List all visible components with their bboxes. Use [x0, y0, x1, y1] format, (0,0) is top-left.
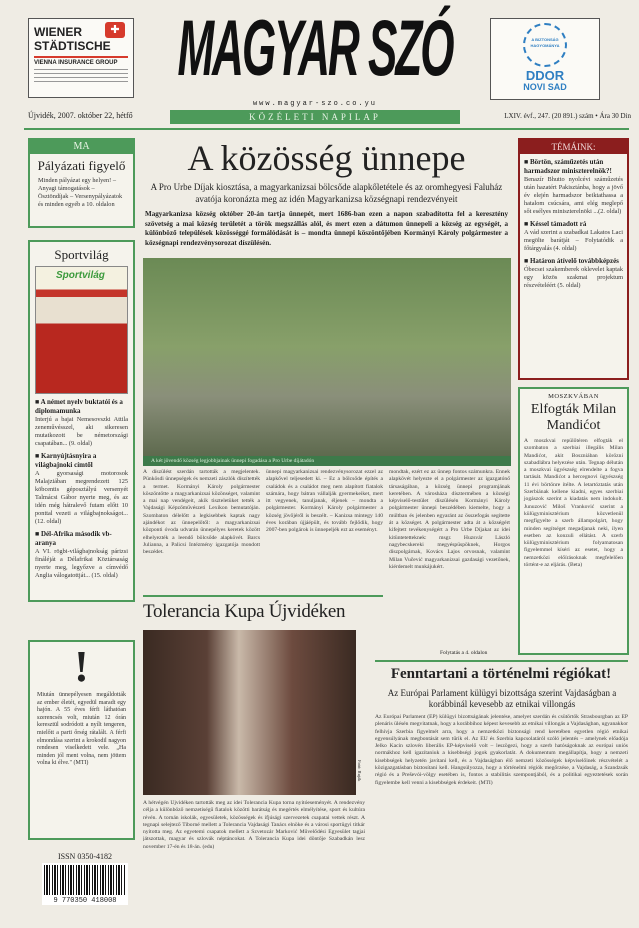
- moszkva-label: MOSZKVÁBAN: [548, 393, 599, 400]
- sportvilag-cover-image[interactable]: [35, 266, 128, 394]
- ad-line2: STÄDTISCHE: [34, 39, 111, 53]
- ma-label: MA: [30, 140, 133, 154]
- story3-deck: Az Európai Parlament külügyi bizottsága szerint Vajdaságban a korábbinál kevesebb az etnikai villongás: [387, 688, 617, 709]
- story2-photo-credit: Fotó: Ruják: [357, 760, 362, 782]
- ad-fine-print: [34, 69, 128, 83]
- sport-item-head: ■ Dél-Afrika második vb-aranya: [35, 530, 112, 547]
- ma-box: [28, 138, 135, 228]
- exclamation-text: Miután ünnepélyesen megáldották az ember életét, egyedül maradt egy hajón. A 55 éves férfi láthatóan szerencsés volt, miután 12 órán keresztül sodródott a nyílt tengeren, mielőtt a parti őrség rátalált. A férfi elmondása szerint a krokodil nagyon rendesen viselkedett vele. „Ha minden jól ment volna, nem jöttem volna ki élve." (MTI): [37, 692, 126, 767]
- temaink-label: TÉMÁINK:: [520, 140, 627, 154]
- sport-item-text: A VI. rögbi-világbajnokság párizsi fináléját a Délafrikai Köztársaság nyerte meg, legyőzve a címvédő Anglia válogatottját... (15. oldal): [35, 548, 128, 579]
- temaink-item[interactable]: [524, 158, 623, 216]
- temaink-item-head: ■ Késsel támadott rá: [524, 220, 587, 228]
- moszkva-box: [518, 387, 629, 655]
- main-column-3: mondtak, ezért ez az ünnep fontos számunkra. Ennek alapkövét helyezte el a polgármester az igazgatónő társaságában, a község ünnepi programjának keretében. A városháza dísztermében a községi képviselő-testület díszülésén Kormányi Károly polgármester ünnepi beszédében kiemelte, hogy a múltban és jelenben egyaránt az összefogás segítette át a községet. A polgármester adta át a községért kifejtett tevékenységért a Pro Urbe Díjakat az idei kitüntetetteknek: msgr. Huzsvár László nagybecskereki megyéspüspöknek, Horgos díszpolgárnak, Kovács Lajos orvosnak, valamint Milan Vučević magyarkanizsai gazdasági vezetőnek, kiérdemelt munkájukért.: [389, 469, 510, 570]
- temaink-box: [518, 138, 629, 380]
- sport-item[interactable]: [35, 398, 128, 448]
- sport-item[interactable]: [35, 452, 128, 526]
- sport-item[interactable]: [35, 530, 128, 580]
- ad-line1: WIENER: [34, 25, 82, 39]
- temaink-item[interactable]: [524, 257, 623, 290]
- exclamation-box: [28, 640, 135, 840]
- main-deck: A Pro Urbe Díjak kiosztása, a magyarkanizsai bölcsőde alapkőletétele és az oromhegyesi Faluház avatója koronázta meg az idén Magyarkanizsa községnapi rendezvényeit: [150, 182, 503, 204]
- ddor-seal-icon: A BIZTONSÁG HAGYOMÁNYA: [523, 23, 567, 67]
- sport-item-head: ■ Karnyújtásnyira a világbajnoki címtől: [35, 452, 97, 469]
- masthead-title: MAGYAR SZÓ: [177, 5, 453, 94]
- sportvilag-title: Sportvilág: [54, 247, 109, 262]
- main-headline: A közösség ünnepe: [187, 138, 466, 178]
- temaink-item-text: Benazír Bhutto nyolcévi száműzetés után hazatért Pakisztánba, hogy a jövő év elején harmadszor beiktathassa a hatalom csúcsára, ami elég meglepő sőt esélyes miniszterelnöki ...(2. oldal): [524, 176, 623, 215]
- ddor-city: NOVI SAD: [523, 82, 567, 92]
- barcode-number: 9 770350 418008: [42, 897, 128, 905]
- main-column-2: ünnepi magyarkanizsai rendezvénysorozat ezzel az alapkővel teljesedett ki. – Ez a bölcsőde építés a családok és a családot meg nem alapított fiatalok számára, hogy bátran vállalják gyermekeiket, mert itt vegyenek, tanuljanak, éljenek – mondta a polgármester. Kormányi Károly polgármester a község jövőjéről is beszélt. – Kanizsa mintegy 140 éves korában újjáépült, és tovább fejlődik, hogy 2007-ben polgárok is ünnepeljék ezt az eseményt.: [266, 469, 383, 534]
- ddor-ad: [490, 18, 600, 100]
- moszkva-text: A moszkvai repülőtéren elfogták el szombaton a szerbiai illegális Milan Mandićot, akit Boszniában körözni szabadlábra helyezése után. Tegnap délután a moszkvai ügyészség elrendelte a fogva tartását. Mandićot a hercegnovi ügyészség 11 évi börtönre ítélte. A letartóztatás után Szerbiának kellene kiadni, egyes szerbiai jogászok szerint a kiadatás nem indokolt. Junuzović Miloš Vranković szerint a külügyminisztérium közvetlenül megfigyelte a szerb állampolgárt, hogy minden segítséget megadjanak neki, ilyen esetben az konzuli ellátást. A szerb külügyminisztérium folyamatosan figyelemmel kíséri az esetet, hogy a nemzetközi előírásoknak megfelelően történt-e az eljárás. (Beta): [524, 438, 623, 569]
- temaink-item[interactable]: [524, 220, 623, 253]
- main-photo[interactable]: [143, 258, 511, 456]
- wiener-staedtische-ad: [28, 18, 134, 98]
- sport-item-text: Interjú a bajai Nemesovszki Attila zeneművésszel, aki sikeresen mutatkozott be németországi csapatában... (9. oldal): [35, 416, 128, 447]
- barcode: [42, 863, 128, 897]
- sport-item-text: A gyorsasági motorosok Malajziában megrendezett 125 köbcentis géposztályú versenyét Talmácsi Gábor nyerte meg, és az idén még hátralevő futam előtt 10 ponttal vezeti a világbajnokságot... (12. oldal): [35, 470, 128, 525]
- header-divider: [24, 128, 629, 130]
- issue-number: LXIV. évf., 247. (20 891.) szám • Ára 30 Din: [504, 112, 631, 120]
- main-column-1: A díszülést szerdán tartották a megjelentek. Pünkösdi ünnepségek és nemzeti zászlók díszítették a termet. Kormányi Károly polgármester köszöntötte a magyarkanizsai közönséget, valamint a mai nap vendégeit, akik tiszteletüket tették a Vajdasági Képzőművészeti Lexikon bemutatóján. Szombaton délelőtt a legkisebbek kaptak nagy ajándékot az ünnepelőtől: a magyarkanizsai központi óvoda udvarán ünnepélyes keretek között elhelyezték a leendő bölcsőde alapkövét. Barcs Julianna, a Palicsi Intézmény igazgatója mondott beszédet.: [143, 469, 260, 556]
- story3-divider: [375, 660, 628, 662]
- exclamation-icon: !: [74, 642, 89, 691]
- crest-icon: ✚: [105, 22, 125, 38]
- main-lead: Magyarkanizsa község október 20-án tartja ünnepét, mert 1686-ban ezen a napon szabadította fel a keresztény szövetség a mai község területét a török megszállás alól, és mert ezen a dátumon ünnepeli a község az egységét, a különböző települések közösséggé formálódását is – mondta ünnepi köszöntőjében Kormányi Károly polgármester a községnapi rendezvénysorozat díszülésén.: [145, 210, 508, 247]
- story2-headline: Tolerancia Kupa Újvidéken: [143, 601, 346, 622]
- moszkva-headline: Elfogták Milan Mandićot: [530, 402, 617, 433]
- story2-divider: [143, 595, 383, 597]
- temaink-item-head: ■ Börtön, száműzetés után harmadszor miniszterelnök?!: [524, 158, 612, 175]
- story3-text: Az Európai Parlament (EP) külügyi bizottságának jelentése, amelyet szerdán és csütörtök Strasbourgban az EP plenáris ülésén megvitatnak, hogy a korábbihoz képest kevesebb az etnikai villongás a Vajdaságban, ugyanakkor felhívja Szerbia figyelmét arra, hogy a nemzetközi biztonsági rend keretében egyetlen régió etnikai egyensúlyának megbontását sem tűrik el. Az EU és Szerbia kapcsolatáról szóló jelentés – amelynek előadója Jelko Kacin szlovén liberális EP-képviselő volt – leszögezi, hogy a szerb hatóságoknak az európai uniós normákhoz kell igazítaniuk a kisebbségi jogok gyakorlatát. A dokumentum megállapítja, hogy a nemzeti kisebbségek helyzetén javítani kell, és a Vajdaságban élő nemzeti közösségek képviselőinek részvételét a közigazgatásban biztosítani kell. Hangsúlyozza, hogy a történelmi régiók megőrzése, a Vajdaság, a Szandzsák régió és a Preševói-völgy esetében is, fontos a stabilitás szempontjából, és a politikai egyeztetések során figyelembe kell venni a kisebbségek érdekeit. (MTI): [375, 714, 628, 786]
- ad-group: VIENNA INSURANCE GROUP: [34, 56, 128, 66]
- story2-text: A hétvégén Újvidéken tartották meg az idei Tolerancia Kupa torna nyitóeseményét. A rendezvény célja a különböző nemzetiségű fiatalok közötti barátság és megértés elmélyítése, sport és kultúra révén. A tornán iskolák, egyesületek, közösségek és ifjúsági szervezetek csapatai vettek részt. A tegnapi selejtező Tiborné mellett a Tolerancia Vajdasági Tanács elnöke és a városi sportügyi titkár nyitotta meg. Az egyetemi csapatok mellett a Szvetozár Marković Művelődési Egyesület tagjai játszottak, magyar és szlovák néptáncokat. A Tolerancia Kupa idei döntője Szabadkán lesz november 17-én és 18-án. (edu): [143, 800, 365, 850]
- story2-photo[interactable]: [143, 630, 356, 795]
- ma-title: Pályázati figyelő: [37, 158, 126, 173]
- sportvilag-box: [28, 240, 135, 602]
- issn: ISSN 0350-4182: [57, 852, 112, 861]
- temaink-item-head: ■ Határon átívelő továbbképzés: [524, 257, 619, 265]
- masthead-subtitle: KÖZÉLETI NAPILAP: [170, 110, 460, 124]
- sport-item-head: ■ A német nyelv buktatói és a diplomamunka: [35, 398, 123, 415]
- temaink-item-text: Óbecsei szakemberek oklevelet kaptak egy közös szakmai projektum részvételéért (5. oldal): [524, 266, 623, 289]
- sportvilag-cover-title: Sportvilág: [56, 270, 105, 281]
- issue-date: Újvidék, 2007. október 22, hétfő: [28, 111, 133, 120]
- temaink-item-text: A vád szerint a szabadkai Lakatos Laci megölte barátját – Folytatódik a főtárgyalás (4. oldal): [524, 229, 623, 252]
- continued-link[interactable]: Folytatás a 4. oldalon: [440, 650, 488, 656]
- ddor-brand: DDOR: [525, 68, 565, 83]
- main-photo-caption: A két jövendő község legjobbjainak ünnepi fogadása a Pro Urbe díjátadón: [143, 456, 511, 466]
- story3-headline: Fenntartani a történelmi régiókat!: [390, 666, 612, 682]
- masthead-url: www.magyar-szo.co.yu: [252, 100, 377, 108]
- ma-text: Minden pályázat egy helyen! – Anyagi támogatások – Ösztöndíjak – Versenypályázatok és minden egyéb a 10. oldalon: [38, 177, 123, 208]
